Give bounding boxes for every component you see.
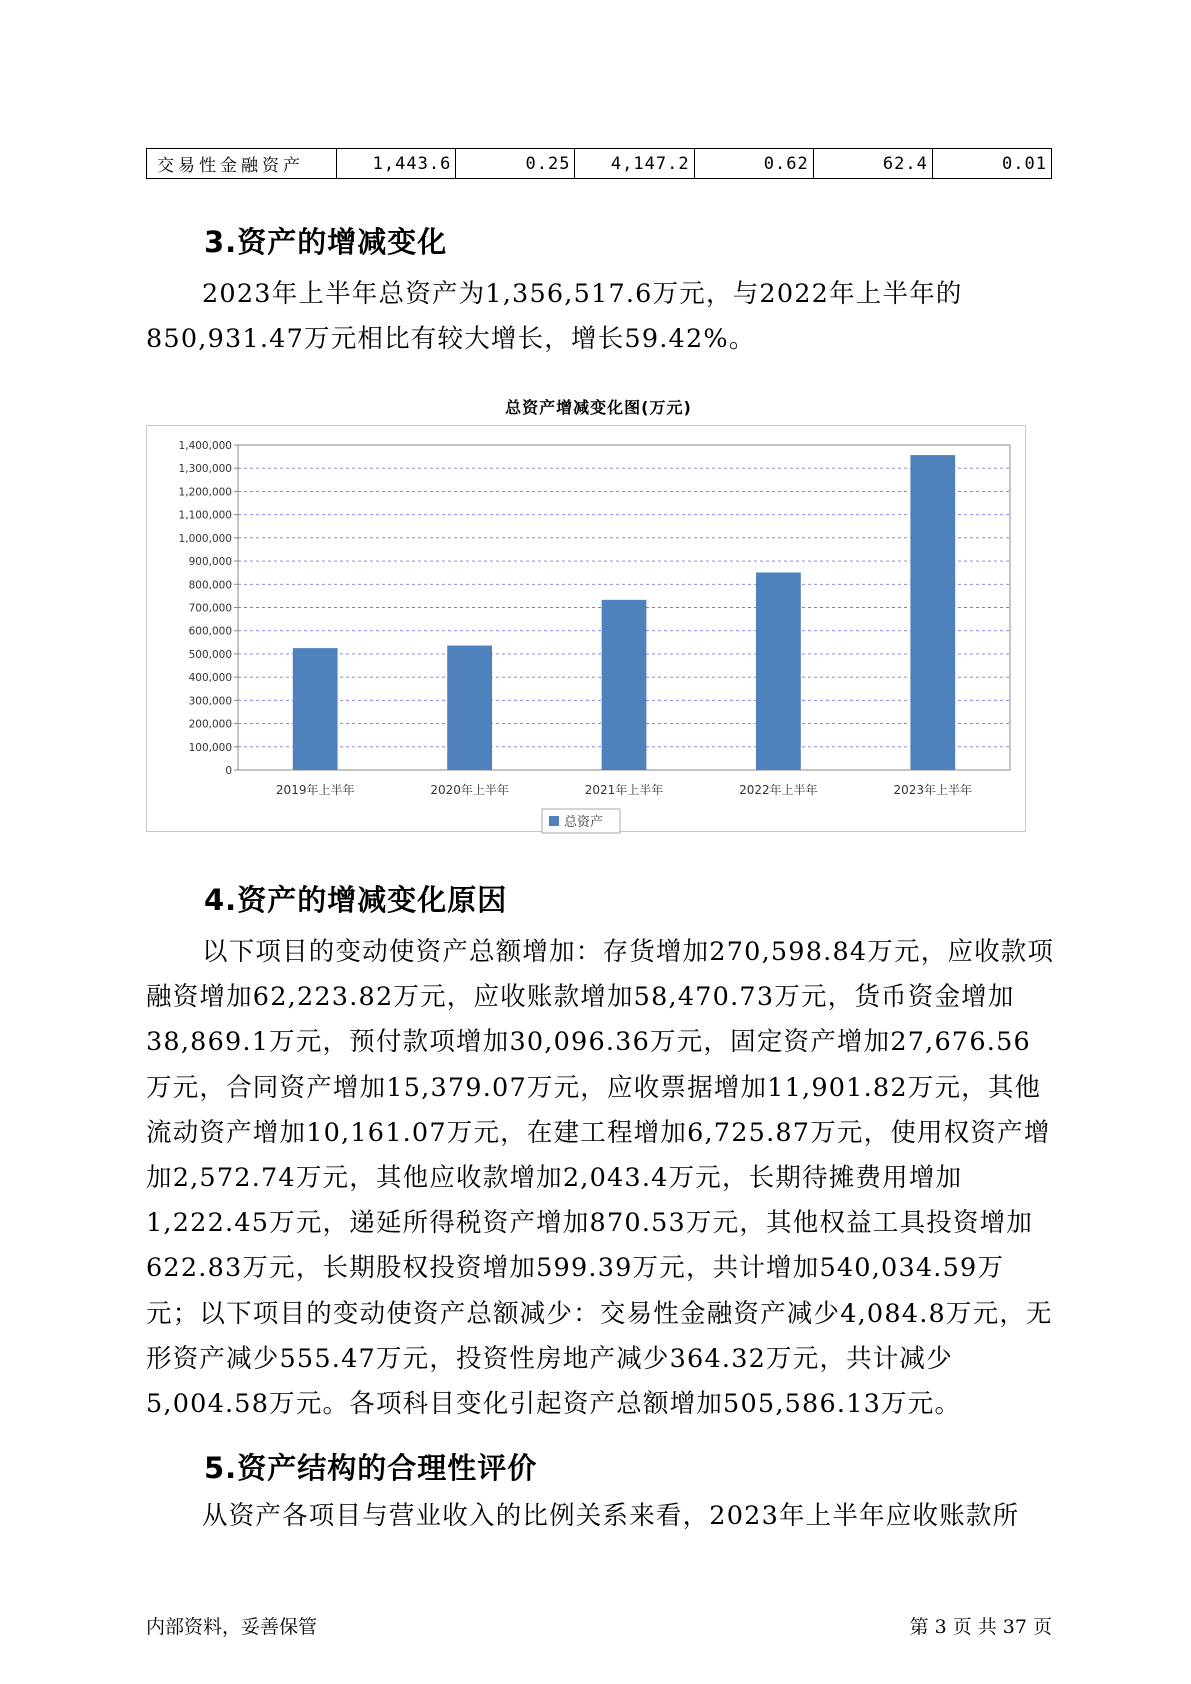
y-tick-label: 400,000: [188, 672, 232, 685]
y-tick-label: 100,000: [188, 741, 232, 754]
legend-label: 总资产: [564, 815, 604, 830]
y-tick-label: 1,400,000: [178, 440, 232, 452]
x-tick-label: 2019年上半年: [275, 783, 355, 797]
x-tick-label: 2021年上半年: [584, 783, 664, 797]
y-tick-label: 900,000: [188, 556, 232, 569]
table-cell-name: 交易性金融资产: [147, 149, 337, 179]
table-cell: 4,147.2: [575, 149, 694, 179]
section-paragraph: [146, 930, 1056, 1427]
section-paragraph: [146, 272, 1056, 362]
bar: [756, 572, 801, 770]
chart-title: 总资产增减变化图(万元): [505, 398, 692, 417]
y-tick-label: 1,000,000: [178, 532, 232, 545]
bar: [293, 648, 338, 770]
y-tick-label: 1,300,000: [178, 463, 232, 476]
y-tick-label: 200,000: [188, 718, 232, 731]
bar: [447, 646, 492, 770]
paragraph-text: 2023年上半年总资产为1,356,517.6万元，与2022年上半年的850,931.47万元相比有较大增长，增长59.42%。: [146, 279, 963, 355]
y-tick-label: 0: [225, 765, 232, 777]
table-cell: 0.62: [694, 149, 813, 179]
paragraph-text: 以下项目的变动使资产总额增加：存货增加270,598.84万元，应收款项融资增加62,223.82万元，应收账款增加58,470.73万元，货币资金增加38,869.1万元，预付款项增加30,096.36万元，固定资产增加27,676.56万元，合同资产增加15,379.07万元，应收票据增加11,901.82万元，其他流动资产增加10,161.07万元，在建工程增加6,725.87万元，使用权资产增加2,572.74万元，其他应收款增加2,043.4万元，长期待摊费用增加1,222.45万元，递延所得税资产增加870.53万元，其他权益工具投资增加622.83万元，长期股权投资增加599.39万元，共计增加540,034.59万元；以下项目的变动使资产总额减少：交易性金融资产减少4,084.8万元，无形资产减少555.47万元，投资性房地产减少364.32万元，共计减少5,004.58万元。各项科目变化引起资产总额增加505,586.13万元。: [146, 937, 1055, 1420]
table-cell: 62.4: [813, 149, 932, 179]
y-tick-label: 1,100,000: [178, 509, 232, 522]
bar-chart: [146, 425, 1026, 845]
section-heading: 3.资产的增减变化: [204, 225, 448, 259]
table-cell: 0.25: [456, 149, 575, 179]
section-heading: 5.资产结构的合理性评价: [204, 1451, 538, 1485]
x-tick-label: 2022年上半年: [739, 783, 818, 797]
bar: [602, 600, 647, 770]
y-tick-label: 800,000: [188, 579, 232, 592]
page-number: 第 3 页 共 37 页: [909, 1616, 1052, 1638]
asset-table: [146, 148, 1052, 179]
section-heading: 4.资产的增减变化原因: [204, 883, 508, 917]
y-tick-label: 600,000: [188, 625, 232, 638]
table-cell: 1,443.6: [337, 149, 456, 179]
x-tick-label: 2023年上半年: [893, 783, 973, 797]
table-cell: 0.01: [932, 149, 1051, 179]
y-tick-label: 700,000: [188, 602, 232, 615]
x-tick-label: 2020年上半年: [430, 783, 509, 797]
legend-swatch: [549, 816, 559, 826]
chart-frame: [147, 426, 1026, 832]
bar: [910, 455, 955, 770]
y-tick-label: 300,000: [188, 695, 232, 708]
y-tick-label: 500,000: [188, 648, 232, 661]
paragraph-text: 从资产各项目与营业收入的比例关系来看，2023年上半年应收账款所: [202, 1501, 1020, 1531]
table-row: [147, 149, 1052, 179]
y-tick-label: 1,200,000: [178, 486, 232, 499]
footer-note: 内部资料，妥善保管: [146, 1616, 318, 1638]
section-paragraph: [146, 1494, 1056, 1539]
